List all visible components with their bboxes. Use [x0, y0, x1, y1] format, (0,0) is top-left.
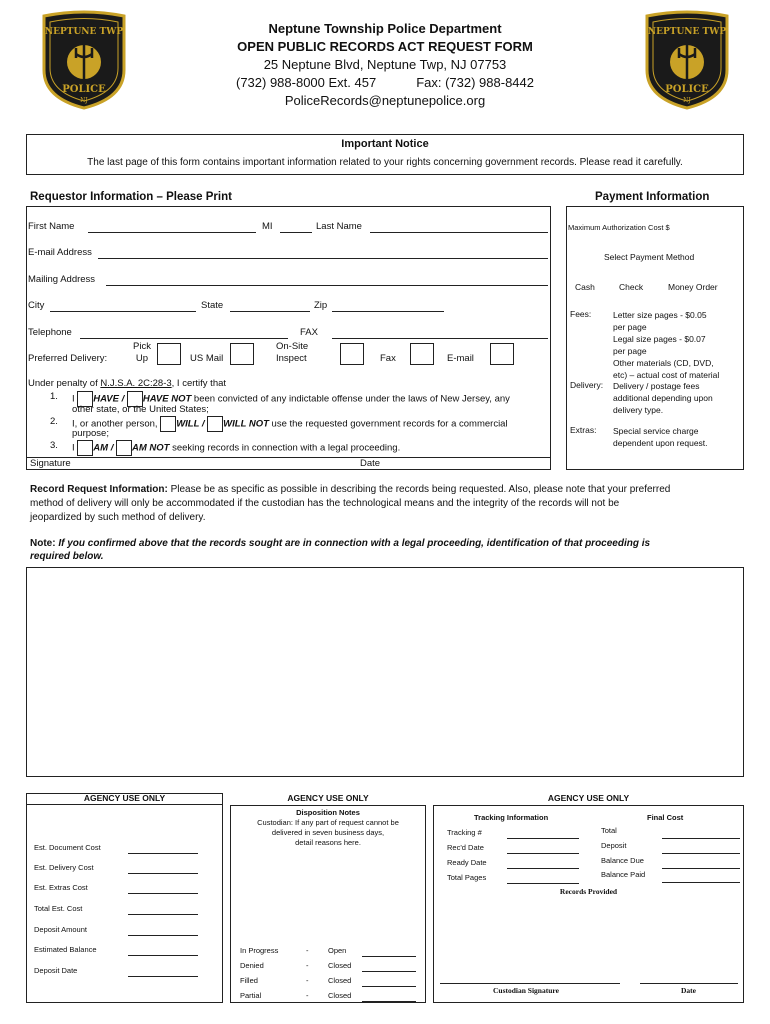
signature-label: Signature — [30, 458, 71, 469]
certify-post: , I certify that — [171, 378, 227, 389]
fees-line1: Letter size pages - $0.05 — [613, 310, 707, 320]
select-method-label: Select Payment Method — [604, 252, 695, 262]
extras-label: Extras: — [570, 425, 597, 435]
us-mail-checkbox[interactable] — [230, 343, 254, 365]
tracking-item-field[interactable] — [507, 838, 579, 839]
tracking-item-field[interactable] — [507, 883, 579, 884]
extras-line1: Special service charge — [613, 426, 699, 436]
org-name: Neptune Township Police Department — [268, 21, 502, 36]
agency3-title: AGENCY USE ONLY — [547, 793, 630, 803]
delivery-text — [613, 380, 713, 416]
final-cost-item-label: Deposit — [601, 841, 627, 850]
onsite-line1: On-Site — [276, 341, 309, 352]
final-cost-item-field[interactable] — [662, 838, 740, 839]
record-request-textarea[interactable] — [26, 567, 744, 777]
agency1-title: AGENCY USE ONLY — [83, 793, 166, 803]
disposition-dash: - — [306, 946, 309, 955]
item1-rest: been convicted of any indictable offense under the laws of New Jersey, any — [191, 393, 510, 405]
form-title: OPEN PUBLIC RECORDS ACT REQUEST FORM — [237, 39, 533, 54]
record-request-line1: Please be as specific as possible in describing the records being requested. Also, please note that your preferred — [167, 484, 671, 495]
agency1-item-field[interactable] — [128, 853, 198, 854]
agency1-item-field[interactable] — [128, 955, 198, 956]
important-notice-box — [26, 134, 744, 175]
zip-label: Zip — [314, 300, 328, 311]
item2-number: 2. — [50, 416, 58, 427]
item2-rest: use the requested government records for a commercial — [268, 418, 508, 430]
cash-option[interactable]: Cash — [575, 282, 595, 292]
us-mail-label: US Mail — [190, 353, 224, 364]
item1-number: 1. — [50, 391, 58, 402]
badge-top-text: NEPTUNE TWP — [647, 27, 727, 37]
agency1-item-label: Est. Delivery Cost — [34, 863, 94, 872]
disposition-dash: - — [306, 961, 309, 970]
agency1-item-field[interactable] — [128, 935, 198, 936]
note-label: Note: — [30, 538, 56, 549]
tracking-item-label: Ready Date — [447, 858, 487, 867]
custodian-date-label: Date — [681, 986, 696, 995]
header — [150, 20, 620, 110]
pick-up-line1: Pick — [133, 341, 151, 352]
city-field[interactable] — [50, 311, 196, 312]
disposition-status: In Progress — [240, 946, 279, 955]
note-line2: required below. — [30, 551, 104, 562]
fax-option-label: Fax — [380, 353, 396, 364]
fax-field[interactable] — [332, 338, 548, 339]
final-cost-item-label: Balance Paid — [601, 870, 646, 879]
onsite-checkbox[interactable] — [340, 343, 364, 365]
fax-label: FAX — [300, 327, 318, 338]
fees-line3: Legal size pages - $0.07 — [613, 334, 706, 344]
agency1-item-label: Deposit Amount — [34, 925, 87, 934]
check-option[interactable]: Check — [619, 282, 644, 292]
badge-top-text: NEPTUNE TWP — [44, 27, 124, 37]
requestor-title: Requestor Information – Please Print — [30, 191, 232, 203]
telephone-label: Telephone — [28, 327, 72, 338]
badge-nj-text: NJ — [683, 97, 691, 104]
badge-bottom-text: POLICE — [62, 84, 106, 95]
extras-line2: dependent upon request. — [613, 438, 708, 448]
disposition-state: Closed — [328, 961, 352, 970]
disposition-notes — [230, 808, 426, 848]
am-not-label: AM NOT — [131, 442, 170, 454]
email-checkbox[interactable] — [490, 343, 514, 365]
agency1-item-label: Total Est. Cost — [34, 904, 83, 913]
disposition-dash: - — [306, 976, 309, 985]
notice-title: Important Notice — [341, 138, 429, 150]
notice-text: The last page of this form contains important information related to your rights concerning government records. Please read it carefully. — [87, 157, 683, 168]
first-name-field[interactable] — [88, 232, 256, 233]
tracking-item-label: Total Pages — [447, 873, 487, 882]
agency1-item-label: Estimated Balance — [34, 945, 97, 954]
tracking-item-field[interactable] — [507, 853, 579, 854]
tracking-item-field[interactable] — [507, 868, 579, 869]
item3-number: 3. — [50, 440, 58, 451]
record-request-line2: method of delivery will only be accommodated if the custodian has the technological means and the integrity of the records will not be — [30, 498, 620, 509]
delivery-line3: delivery type. — [613, 405, 664, 415]
max-auth-label: Maximum Authorization Cost $ — [568, 223, 670, 232]
zip-field[interactable] — [332, 311, 444, 312]
have-not-label: HAVE NOT — [142, 393, 192, 405]
tracking-title: Tracking Information — [474, 813, 549, 822]
fees-line6: etc) – actual cost of material — [613, 370, 720, 380]
pick-up-line2: Up — [135, 353, 149, 364]
disposition-status: Partial — [240, 991, 262, 1000]
email-field[interactable] — [98, 258, 548, 259]
fees-label: Fees: — [570, 309, 592, 319]
agency1-item-label: Est. Document Cost — [34, 843, 101, 852]
mi-field[interactable] — [280, 232, 312, 233]
agency1-item-field[interactable] — [128, 976, 198, 977]
fees-line5: Other materials (CD, DVD, — [613, 358, 714, 368]
fees-text — [613, 309, 719, 381]
city-label: City — [28, 300, 45, 311]
mailing-field[interactable] — [106, 285, 548, 286]
records-provided-label: Records Provided — [559, 887, 618, 896]
final-cost-item-label: Total — [601, 826, 617, 835]
item2-line — [72, 416, 508, 432]
mi-label: MI — [262, 221, 273, 232]
disposition-dash: - — [306, 991, 309, 1000]
agency1-item-label: Deposit Date — [34, 966, 78, 975]
disposition-state: Open — [328, 946, 347, 955]
mailing-label: Mailing Address — [28, 274, 96, 285]
disposition-state: Closed — [328, 991, 352, 1000]
first-name-label: First Name — [28, 221, 75, 232]
last-name-field[interactable] — [370, 232, 548, 233]
agency1-item-label: Est. Extras Cost — [34, 883, 88, 892]
note-block — [30, 537, 742, 563]
record-request-label: Record Request Information: — [30, 484, 168, 495]
final-cost-title: Final Cost — [647, 813, 684, 822]
disposition-field[interactable] — [362, 1001, 416, 1002]
phone: (732) 988-8000 Ext. 457 — [235, 75, 377, 90]
extras-text — [613, 425, 708, 449]
item3-line — [72, 440, 400, 456]
agency1-item-field[interactable] — [128, 893, 198, 894]
disposition-field[interactable] — [362, 956, 416, 957]
delivery-line1: Delivery / postage fees — [613, 381, 700, 391]
payment-title: Payment Information — [595, 191, 710, 203]
custodian-signature-label: Custodian Signature — [493, 986, 559, 995]
item1-i: I — [72, 393, 75, 405]
agency1-item-field[interactable] — [128, 873, 198, 874]
am-not-checkbox[interactable] — [116, 440, 132, 456]
disposition-title: Disposition Notes — [296, 808, 360, 817]
custodian-signature-line[interactable] — [440, 983, 620, 984]
preferred-delivery-label: Preferred Delivery: — [28, 353, 108, 364]
date-label: Date — [360, 458, 381, 469]
am-checkbox[interactable] — [77, 440, 93, 456]
certify-statute: N.J.S.A. 2C:28-3 — [100, 378, 172, 389]
delivery-label: Delivery: — [570, 380, 604, 390]
badge-nj-text: NJ — [80, 97, 88, 104]
fees-line4: per page — [613, 346, 647, 356]
item2-pre: I, or another person, — [72, 418, 158, 430]
disposition-field[interactable] — [362, 986, 416, 987]
disposition-status: Filled — [240, 976, 258, 985]
have-label: HAVE / — [93, 393, 125, 405]
disposition-line3: detail reasons here. — [295, 838, 361, 847]
signature-divider — [26, 457, 551, 458]
state-label: State — [201, 300, 224, 311]
item3-rest: seeking records in connection with a legal proceeding. — [169, 442, 401, 454]
record-request-info — [30, 483, 742, 525]
final-cost-item-label: Balance Due — [601, 856, 644, 865]
telephone-field[interactable] — [80, 338, 288, 339]
will-checkbox[interactable] — [160, 416, 176, 432]
record-request-line3: jeopardized by such method of delivery. — [30, 512, 206, 523]
custodian-date-line[interactable] — [640, 983, 738, 984]
will-label: WILL / — [176, 418, 205, 430]
final-cost-item-field[interactable] — [662, 882, 740, 883]
fax-checkbox[interactable] — [410, 343, 434, 365]
last-name-label: Last Name — [316, 221, 362, 232]
email-option-label: E-mail — [447, 353, 474, 364]
note-line1: If you confirmed above that the records sought are in connection with a legal proceeding, identification of that proceeding is — [55, 538, 651, 549]
final-cost-item-field[interactable] — [662, 853, 740, 854]
police-badge-left-icon — [38, 10, 130, 110]
state-field[interactable] — [230, 311, 310, 312]
address: 25 Neptune Blvd, Neptune Twp, NJ 07753 — [263, 57, 507, 72]
final-cost-item-field[interactable] — [662, 868, 740, 869]
item3-i: I — [72, 442, 75, 454]
phone-fax — [150, 74, 620, 92]
tracking-item-label: Tracking # — [447, 828, 482, 837]
police-badge-right-icon — [641, 10, 733, 110]
fax-number: Fax: (732) 988-8442 — [416, 75, 534, 90]
email-label: E-mail Address — [28, 247, 92, 258]
certify-pre: Under penalty of — [28, 378, 101, 389]
will-not-label: WILL NOT — [223, 418, 269, 430]
money-order-option[interactable]: Money Order — [668, 282, 718, 292]
agency2-title: AGENCY USE ONLY — [287, 793, 369, 803]
disposition-line2: delivered in seven business days, — [271, 828, 385, 837]
disposition-line1: Custodian: If any part of request cannot be — [257, 818, 399, 827]
delivery-line2: additional depending upon — [613, 393, 713, 403]
item1-cont: other state, or the United States; — [72, 404, 209, 415]
onsite-line2: Inspect — [276, 353, 307, 364]
tracking-item-label: Rec'd Date — [447, 843, 484, 852]
item2-cont: purpose; — [72, 428, 109, 439]
will-not-checkbox[interactable] — [207, 416, 223, 432]
pick-up-checkbox[interactable] — [157, 343, 181, 365]
email-link[interactable]: PoliceRecords@neptunepolice.org — [284, 93, 486, 108]
disposition-field[interactable] — [362, 971, 416, 972]
agency1-title-divider — [26, 804, 223, 805]
badge-bottom-text: POLICE — [665, 84, 709, 95]
certify-line — [28, 378, 226, 389]
agency1-item-field[interactable] — [128, 914, 198, 915]
am-label: AM / — [93, 442, 114, 454]
onsite-label — [276, 341, 308, 365]
pick-up-label — [130, 341, 154, 365]
disposition-status: Denied — [240, 961, 264, 970]
fees-line2: per page — [613, 322, 647, 332]
disposition-state: Closed — [328, 976, 352, 985]
